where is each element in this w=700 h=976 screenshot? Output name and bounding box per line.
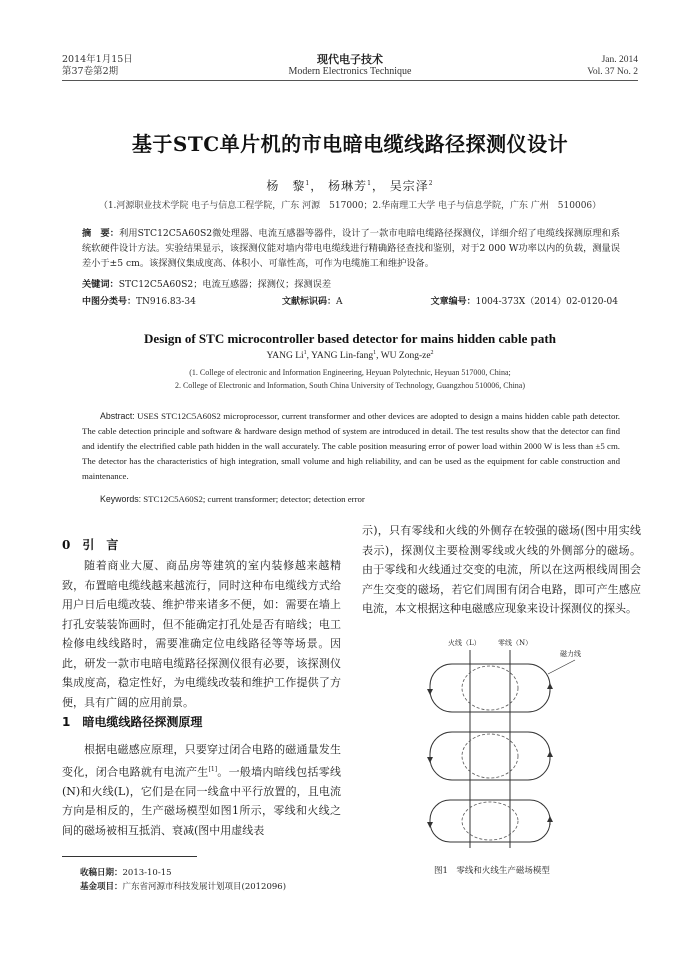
field-loops [430, 664, 550, 842]
author-1: 杨 黎$^1$ [266, 179, 311, 193]
header-date-en: Jan. 2014 [601, 55, 638, 65]
field-loop-2 [430, 732, 550, 780]
header-volume-en: Vol. 37 No. 2 [587, 67, 638, 77]
label-neutral-wire: 零线（N） [498, 639, 533, 647]
author-2: 杨琳芳$^1$ [328, 179, 372, 193]
paper-title-cn: 基于STC单片机的市电暗电缆线路径探测仪设计 [131, 132, 569, 156]
author-3: 吴宗泽$^2$ [389, 179, 434, 193]
field-loop-1 [430, 664, 550, 712]
abstract-cn-text: 利用STC12C5A60S2微处理器、电流互感器等器件，设计了一款市电暗电缆路径探测仪，详细介绍了电缆线探测原理和系统软硬件设计方法。实验结果显示，该探测仪能对墙内带电电缆线进行精确路径查找和鉴别，对于2 000 W功率以内的负载，测量误差小于±5 cm。该探测仪集成度高、体积小、可靠性高，可作为电缆施工和维护设备。 [82, 228, 621, 269]
affiliation-en-2: 2. College of Electronic and Information, South China University of Technology, Guangzhou 510006, China) [174, 381, 526, 390]
header-date-cn: 2014年1月15日 [62, 54, 133, 65]
field-label-pointer [548, 660, 575, 674]
journal-name-en: Modern Electronics Technique [288, 66, 412, 77]
keywords-cn: 关键词：STC12C5A60S2；电流互感器；探测仪；探测误差 [82, 279, 332, 290]
doc-code: 文献标识码：A [282, 297, 343, 307]
abstract-cn-label: 摘 要： [82, 228, 120, 239]
section-1-continuation: 示)，只有零线和火线的外侧存在较强的磁场(图中用实线表示)，探测仪主要检测零线或火线的外侧部分的磁场。由于零线和火线通过交变的电流，所以在这两根线周围会产生交变的磁场，若它们周围有闭合电路，即可产生感应电流，本文根据这种电磁感应现象来设计探测仪的探头。 [362, 524, 641, 615]
section-1-paragraph: 根据电磁感应原理，只要穿过闭合电路的磁通量发生变化，闭合电路就有电流产生[1]。一般墙内暗线包括零线(N)和火线(L)，它们是在同一线盒中平行放置的，且电流方向是相反的，生产磁场模型如图1所示，零线和火线之间的磁场被相互抵消、衰减(图中用虚线表 [62, 743, 342, 837]
received-date: 收稿日期：2013-10-15 [80, 868, 172, 878]
section-1-heading: 1 暗电缆线路径探测原理 [62, 715, 203, 729]
header-rule [62, 80, 638, 81]
section-0-heading: 0 引 言 [62, 538, 119, 552]
paper-title-en: Design of STC microcontroller based detector for mains hidden cable path [144, 331, 556, 346]
journal-name-cn: 现代电子技术 [317, 53, 383, 66]
fund-project: 基金项目：广东省河源市科技发展计划项目(2012096) [80, 882, 287, 892]
figure-1-magnetic-field [400, 636, 600, 851]
affiliations-cn: （1.河源职业技术学院 电子与信息工程学院，广东 河源 517000；2.华南理工大学 电子与信息学院，广东 广州 510006） [98, 201, 602, 211]
clc-number: 中图分类号：TN916.83-34 [82, 297, 196, 307]
keywords-en: Keywords: STC12C5A60S2; current transformer; detector; detection error [100, 494, 365, 504]
figure-1-caption: 图1 零线和火线生产磁场模型 [434, 866, 550, 876]
article-number: 文章编号：1004-373X（2014）02-0120-04 [430, 297, 618, 307]
abstract-en: Abstract: USES STC12C5A60S2 microprocessor, current transformer and other devices are adopted to design a mains hidden cable path detector. The cable detection principle and software & hardware design method of system are introduced in detail. The test results show that the detector can find and identify the electrified cable path hidden in the wall accurately. The cable position measuring error of power load within 2000 W is less than ±5 cm. The detector has the characteristics of high integration, small volume and high reliability, and can be used as the equipment for cable construction and maintenance. [82, 411, 620, 481]
affiliation-en-1: (1. College of electronic and Information Engineering, Heyuan Polytechnic, Heyuan 517000, China; [189, 368, 511, 377]
header-volume-cn: 第37卷第2期 [62, 66, 119, 77]
section-0-paragraph: 随着商业大厦、商品房等建筑的室内装修越来越精致，布置暗电缆线越来越流行，同时这种布电缆线方式给用户日后电缆改装、维护带来诸多不便，如：需要在墙上打孔安装装饰画时，但不能确定打孔处是否有暗线；电工检修电线线路时，需要准确定位电线路径等等场景。因此，研发一款市电暗电缆路径探测仪很有必要，该探测仪集成度高，稳定性好，为电缆线改装和维护工作提供了方便，具有广阔的应用前景。 [62, 559, 341, 709]
field-loop-3 [430, 800, 550, 842]
field-direction-arrows [430, 686, 550, 825]
authors-cn: 杨 黎$^1$， 杨琳芳$^1$， 吴宗泽$^2$ [266, 179, 434, 193]
label-field-line: 磁力线 [560, 650, 581, 658]
label-live-wire: 火线（L） [448, 639, 481, 647]
footnote-rule [62, 856, 197, 857]
authors-en: YANG Li$^1$, YANG Lin-fang$^1$, WU Zong-$ze^2$ [266, 350, 434, 362]
abstract-cn [82, 226, 620, 271]
